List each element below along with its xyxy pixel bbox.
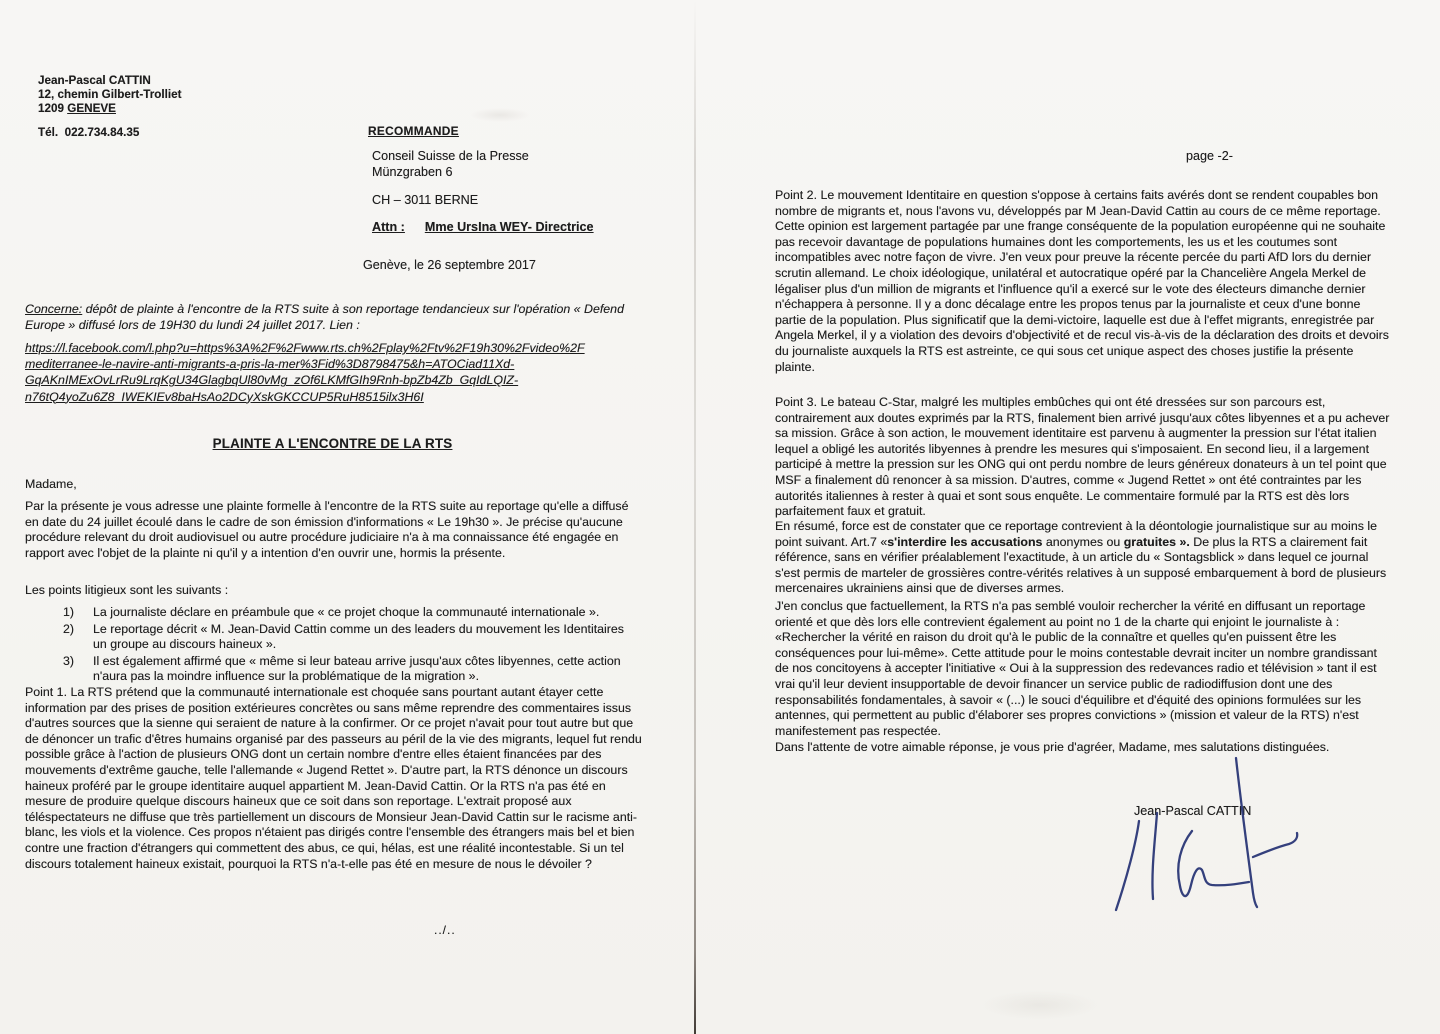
sender-zip: 1209	[38, 101, 68, 115]
list-item	[63, 622, 640, 653]
summary-paragraph: En résumé, force est de constater que ce reportage contrevient à la déontologie journalistique sur au moins le point suivant. Art.7 «s'interdire les accusations anonymes ou gratuites ». De plus la RTS a clairement fait référence, sans en vérifier préalablement l'exactitude, à un article du « Sontagsblick » dans lequel ce journal s'est permis de marteler de grossières contre-vérités relatives à un supposé embarquement à bord de plusieurs mercenaires ukrainiens ainsi que de diverses armes.	[775, 519, 1387, 596]
sender-name: Jean-Pascal CATTIN	[38, 74, 151, 87]
attn-name: Mme UrsIna WEY- Directrice	[424, 220, 594, 234]
list-item-number: 3)	[63, 653, 75, 668]
point3-paragraph: Point 3. Le bateau C-Star, malgré les multiples embûches qui ont été dressées sur son parcours est, contrairement aux doutes exprimés par la RTS, finalement bien arrivé jusqu'aux côtes libyennes et a pu achever sa mission. Grâce à son action, le mouvement identitaire est parvenu à augmenter la pression sur l'état italien lequel a obligé les autorités libyennes à prendre les mesures qui s'imposaient. En second lieu, il a largement participé à mettre la pression sur les ONG qui ont perdu nombre de leurs généreux donateurs à un tel point que MSF a finalement dû renoncer à sa mission. D'autres, comme « Jugend Rettet » ont été contraintes par les autorités italiennes à rester à quai et sont sous enquête. Le commentaire formulé par la RTS est dès lors parfaitement faux et gratuit.	[775, 395, 1390, 519]
attn-line	[372, 220, 594, 236]
subject-label: Concerne:	[25, 302, 83, 316]
scan-smudge	[980, 990, 1100, 1020]
link-line-4: n76tQ4yoZu6Z8_IWEKIEv8baHsAo2DCyXskGKCCUP5RuH8515ilx3H6I	[25, 389, 424, 404]
recipient-block	[372, 148, 529, 180]
sender-block	[38, 74, 182, 115]
link-line-2: mediterranee-le-navire-anti-migrants-a-pris-la-mer%3Fid%3D8798475&h=ATOCiad11Xd-	[25, 357, 515, 372]
link-line-3: GqAKnIMExOvLrRu9LrqKgU34GlagbqUl80vMg_zOf6LKMfGIh9Rnh-bpZb4Zb_GqIdLQIZ-	[25, 373, 519, 388]
point1-paragraph: Point 1. La RTS prétend que la communauté internationale est choquée sans pourtant autant étayer cette information par des prises de position extérieures concrètes ou sans même reprendre des commentaires issus d'autres sources que la sienne qui seraient de nature à la confirmer. Or ce projet n'avait pour tout autre but que de dénoncer un trafic d'êtres humains organisé par des passeurs au péril de la vie des migrants, lequel fut rendu possible grâce à l'action de plusieurs ONG dont un certain nombre d'entre elles étaient financées par des mouvements d'extrême gauche, telle l'allemande « Jugend Rettet ». D'autre part, la RTS dénonce un discours haineux proféré par le groupe identitaire auquel appartient M. Jean-David Cattin. Or la RTS n'a pas été en mesure de produire quelque discours haineux que ce soit dans son reportage. L'extrait proposé aux téléspectateurs ne diffuse que très partiellement un discours de Monsieur Jean-David Cattin sur le racisme anti-blanc, les viols et la violence. Ces propos n'étaient pas dirigés contre l'ensemble des étrangers mais bel et bien contre une fraction d'étrangers qui commettent des abus, ce qui, hélas, est une réalité incontestable. Si un tel discours totalement haineux existait, pourquoi la RTS n'a-t-elle pas été en mesure de nous le dévoiler ?	[25, 685, 642, 871]
point2-paragraph: Point 2. Le mouvement Identitaire en question s'oppose à certains faits avérés dont se rendent coupables bon nombre de migrants et, nous l'avons vu, développés par M Jean-David Cattin au cours de ce même reportage. Cette opinion est largement partagée par une frange conséquente de la population européenne qui ne souhaite pas recevoir davantage de populations humaines dont les comportements, les us et les coutumes sont incompatibles avec notre façon de vivre. J'en veux pour preuve la récente percée du parti AfD lors du dernier scrutin allemand. Le choix idéologique, unilatéral et autocratique opéré par la Chancelière Angela Merkel de légaliser plus d'un million de migrants et l'influence qu'il a exercé sur le vote des électeurs dimanche dernier n'échappera à personne. Il y a donc décalage entre les propos tenus par la journaliste et ceux d'une bonne partie de la population. Plus significatif que la demi-victoire, laquelle est due à l'effet migrants, enregistrée par Angela Merkel, il y a violation des devoirs d'objectivité et de recul vis-à-vis de la déclaration des droits et devoirs du journaliste auxquels la RTS est astreinte, ce qui sous cet unique aspect des choses justifie la présente plainte.	[775, 188, 1389, 374]
sender-street: 12, chemin Gilbert-Trolliet	[38, 87, 182, 101]
attn-label: Attn :	[372, 220, 405, 234]
date-line: Genève, le 26 septembre 2017	[363, 258, 536, 272]
mailing-mode-label: RECOMMANDE	[368, 124, 459, 138]
scan-smudge	[470, 108, 530, 122]
list-item-number: 1)	[63, 605, 75, 619]
list-item-text: Il est également affirmé que « même si leur bateau arrive jusqu'aux côtes libyennes, cette action n'aura pas la moindre influence sur la problématique de la migration ».	[93, 653, 621, 684]
recipient-street: Münzgraben 6	[372, 165, 453, 179]
list-item-text: La journaliste déclare en préambule que « ce projet choque la communauté internationale ».	[93, 605, 600, 619]
closing-paragraph: Dans l'attente de votre aimable réponse, je vous prie d'agréer, Madame, mes salutations distinguées.	[775, 740, 1330, 754]
litigious-points-list	[63, 605, 640, 686]
signer-name: Jean-Pascal CATTIN	[1134, 804, 1252, 818]
salutation: Madame,	[25, 477, 77, 491]
sender-city: GENEVE	[67, 101, 116, 115]
recipient-city: CH – 3011 BERNE	[372, 193, 479, 207]
list-item	[63, 605, 640, 621]
link-line-1: https://l.facebook.com/l.php?u=https%3A%2F%2Fwww.rts.ch%2Fplay%2Ftv%2F19h30%2Fvideo%2F	[25, 341, 585, 355]
subject-text: dépôt de plainte à l'encontre de la RTS suite à son reportage tendancieux sur l'opération « Defend Europe » diffusé lors de 19H30 du lundi 24 juillet 2017. Lien :	[25, 302, 624, 332]
subject-line	[25, 302, 625, 333]
recipient-name: Conseil Suisse de la Presse	[372, 149, 529, 163]
list-item	[63, 654, 640, 685]
handwritten-signature	[1095, 753, 1325, 923]
sender-phone: Tél. 022.734.84.35	[38, 126, 140, 139]
letter-title: PLAINTE A L'ENCONTRE DE LA RTS	[212, 436, 453, 451]
page-fold-line	[694, 0, 696, 1034]
sender-zip-city	[38, 102, 182, 116]
continuation-mark: ../..	[434, 923, 456, 937]
list-item-text: Le reportage décrit « M. Jean-David Cattin comme un des leaders du mouvement les Identitaires un groupe au discours haineux ».	[93, 621, 625, 652]
points-intro: Les points litigieux sont les suivants :	[25, 583, 229, 597]
conclusion-paragraph: J'en conclus que factuellement, la RTS n'a pas semblé vouloir rechercher la vérité en diffusant un reportage orienté et que dès lors elle contrevient également au point no 1 de la charte qui enjoint le journaliste à : «Rechercher la vérité en raison du droit qu'à le public de la connaître et quelles qu'en puissent être les conséquences pour lui-même». Cette attitude pour le moins contestable devrait inciter un nombre grandissant de nos concitoyens à accepter l'initiative « Oui à la suppression des redevances radio et télévision » tant il est vrai qu'il leur devient insupportable de devoir financer un service public de radiodiffusion dont une des responsabilités fondamentales, à savoir « (...) le souci d'équilibre et d'équité des opinions formulées sur les antennes, qui permettent au public d'élaborer ses propres convictions » (mission et valeur de la RTS) n'est manifestement pas respectée.	[775, 599, 1377, 738]
intro-paragraph: Par la présente je vous adresse une plainte formelle à l'encontre de la RTS suite au reportage qu'elle a diffusé en date du 24 juillet écoulé dans le cadre de son émission d'informations « Le 19h30 ». Je précise qu'aucune procédure relevant du droit audiovisuel ou autre procédure judiciaire n'a à ma connaissance été engagée en rapport avec l'objet de la plainte ni qu'il y a intention d'en ouvrir une, hormis la présente.	[25, 499, 629, 560]
page-number: page -2-	[1186, 149, 1233, 163]
report-link	[25, 340, 625, 405]
list-item-number: 2)	[63, 621, 75, 636]
